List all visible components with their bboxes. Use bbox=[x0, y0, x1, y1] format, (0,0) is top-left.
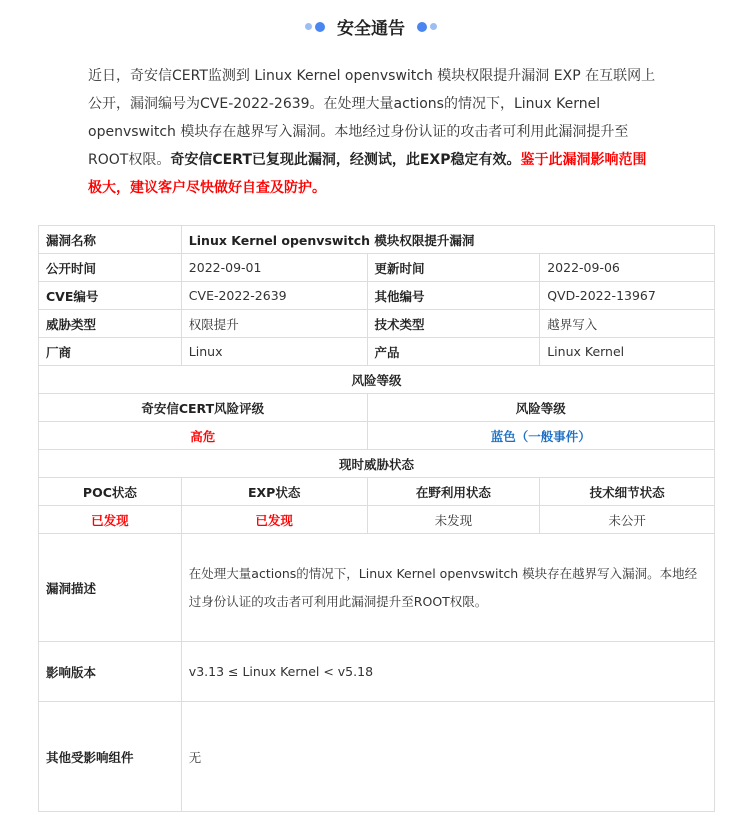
section-header: 风险等级 bbox=[39, 366, 715, 394]
cell-label: 威胁类型 bbox=[39, 310, 182, 338]
table-row bbox=[39, 478, 715, 506]
cell-label: 影响版本 bbox=[39, 642, 182, 702]
cell-label: 在野利用状态 bbox=[367, 478, 540, 506]
vuln-table bbox=[38, 225, 715, 812]
intro-bold: 奇安信CERT已复现此漏洞，经测试，此EXP稳定有效。 bbox=[170, 152, 521, 168]
dots-right-icon bbox=[417, 22, 437, 32]
cell-value: 无 bbox=[181, 702, 714, 812]
cell-value: 越界写入 bbox=[540, 310, 715, 338]
section-title bbox=[0, 14, 742, 39]
detail-status: 未公开 bbox=[540, 506, 715, 534]
wild-status: 未发现 bbox=[367, 506, 540, 534]
dots-left-icon bbox=[305, 22, 325, 32]
cell-label: 厂商 bbox=[39, 338, 182, 366]
risk-level-value: 蓝色（一般事件） bbox=[367, 422, 714, 450]
cell-label: 漏洞名称 bbox=[39, 226, 182, 254]
cell-label: 更新时间 bbox=[367, 254, 540, 282]
exp-status: 已发现 bbox=[181, 506, 367, 534]
cell-label: 风险等级 bbox=[367, 394, 714, 422]
cell-label: 公开时间 bbox=[39, 254, 182, 282]
table-row bbox=[39, 506, 715, 534]
table-row bbox=[39, 254, 715, 282]
cell-label: POC状态 bbox=[39, 478, 182, 506]
table-row bbox=[39, 282, 715, 310]
cell-label: 漏洞描述 bbox=[39, 534, 182, 642]
title-text: 安全通告 bbox=[337, 19, 405, 39]
cell-value: 权限提升 bbox=[181, 310, 367, 338]
table-row bbox=[39, 702, 715, 812]
intro-red: 鉴于此漏洞影响范围极大，建议客户尽快做好自查及防护。 bbox=[88, 152, 647, 196]
cell-label: 技术细节状态 bbox=[540, 478, 715, 506]
intro-text: 近日，奇安信CERT监测到 Linux Kernel openvswitch 模块权限提升漏洞 EXP 在互联网上公开，漏洞编号为CVE-2022-2639。在处理大量actions的情况下，Linux Kernel openvswitch 模块存在越界写入漏洞。本地经过身份认证的攻击者可利用此漏洞提升至ROOT权限。 bbox=[88, 68, 656, 168]
cell-value: CVE-2022-2639 bbox=[181, 282, 367, 310]
cell-value: Linux Kernel openvswitch 模块权限提升漏洞 bbox=[181, 226, 714, 254]
cell-value: 2022-09-06 bbox=[540, 254, 715, 282]
cell-label: 其他受影响组件 bbox=[39, 702, 182, 812]
poc-status: 已发现 bbox=[39, 506, 182, 534]
table-row bbox=[39, 394, 715, 422]
cell-value: 2022-09-01 bbox=[181, 254, 367, 282]
table-row bbox=[39, 366, 715, 394]
cert-rating-value: 高危 bbox=[39, 422, 368, 450]
cell-value: Linux Kernel bbox=[540, 338, 715, 366]
cell-value: 在处理大量actions的情况下，Linux Kernel openvswitch 模块存在越界写入漏洞。本地经过身份认证的攻击者可利用此漏洞提升至ROOT权限。 bbox=[181, 534, 714, 642]
cell-label: CVE编号 bbox=[39, 282, 182, 310]
table-row bbox=[39, 338, 715, 366]
table-row bbox=[39, 310, 715, 338]
cell-label: 技术类型 bbox=[367, 310, 540, 338]
intro-paragraph bbox=[88, 62, 658, 202]
cell-label: 其他编号 bbox=[367, 282, 540, 310]
cell-value: Linux bbox=[181, 338, 367, 366]
cell-value: v3.13 ≤ Linux Kernel < v5.18 bbox=[181, 642, 714, 702]
table-row bbox=[39, 534, 715, 642]
cell-label: 奇安信CERT风险评级 bbox=[39, 394, 368, 422]
table-row bbox=[39, 422, 715, 450]
cell-label: EXP状态 bbox=[181, 478, 367, 506]
cell-value: QVD-2022-13967 bbox=[540, 282, 715, 310]
table-row bbox=[39, 642, 715, 702]
section-header: 现时威胁状态 bbox=[39, 450, 715, 478]
cell-label: 产品 bbox=[367, 338, 540, 366]
table-row bbox=[39, 450, 715, 478]
table-row bbox=[39, 226, 715, 254]
